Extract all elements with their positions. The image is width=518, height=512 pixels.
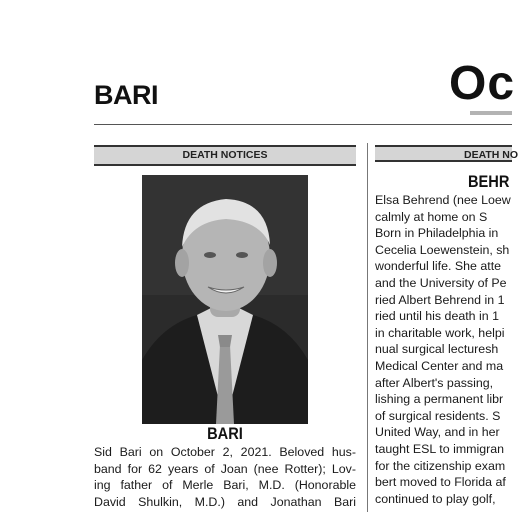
obituary-name-bari: BARI xyxy=(207,424,243,443)
portrait-photo-icon xyxy=(142,175,308,424)
page-header-name: BARI xyxy=(94,80,158,110)
text-line: taught ESL to immigran xyxy=(375,441,505,456)
text-line: of surgical residents. S xyxy=(375,408,501,423)
obituary-text-behrend xyxy=(375,192,515,507)
obituary-name-behrend: BEHR xyxy=(468,172,510,191)
header-underline xyxy=(470,111,512,115)
text-line: calmly at home on S xyxy=(375,209,488,224)
text-line: ried until his death in 1 xyxy=(375,309,499,324)
obituary-text-bari xyxy=(94,444,356,510)
text-line: David Shulkin, M.D.) and Jonathan Bari xyxy=(94,494,356,509)
obituary-photo xyxy=(142,175,308,424)
text-line: lishing a permanent libr xyxy=(375,392,504,407)
text-line: ing father of Merle Bari, M.D. (Honorable xyxy=(94,478,356,492)
text-line: wonderful life. She atte xyxy=(375,259,502,274)
text-line: bert moved to Florida af xyxy=(375,475,506,490)
text-line: Cecelia Loewenstein, sh xyxy=(375,242,510,257)
section-bar-death-notices-right: DEATH NO xyxy=(375,145,512,162)
text-line: and the University of Pe xyxy=(375,275,507,290)
text-line: Elsa Behrend (nee Loew xyxy=(375,193,511,207)
text-line: Sid Bari on October 2, 2021. Beloved hus- xyxy=(94,445,356,459)
text-line: nual surgical lecturesh xyxy=(375,342,499,357)
text-line: United Way, and in her xyxy=(375,425,500,440)
top-rule xyxy=(94,124,512,125)
page-header-date: Oc xyxy=(449,57,516,110)
text-line: for the citizenship exam xyxy=(375,458,506,473)
text-line: ried Albert Behrend in 1 xyxy=(375,292,505,307)
text-line: after Albert's passing, xyxy=(375,375,494,390)
text-line: Medical Center and ma xyxy=(375,358,504,373)
column-divider xyxy=(367,143,368,512)
section-bar-death-notices: DEATH NOTICES xyxy=(94,145,356,166)
text-line: continued to play golf, xyxy=(375,491,496,506)
text-line: in charitable work, helpi xyxy=(375,325,505,340)
text-line: Born in Philadelphia in xyxy=(375,226,499,241)
text-line: band for 62 years of Joan (nee Rotter); Lov- xyxy=(94,461,356,476)
